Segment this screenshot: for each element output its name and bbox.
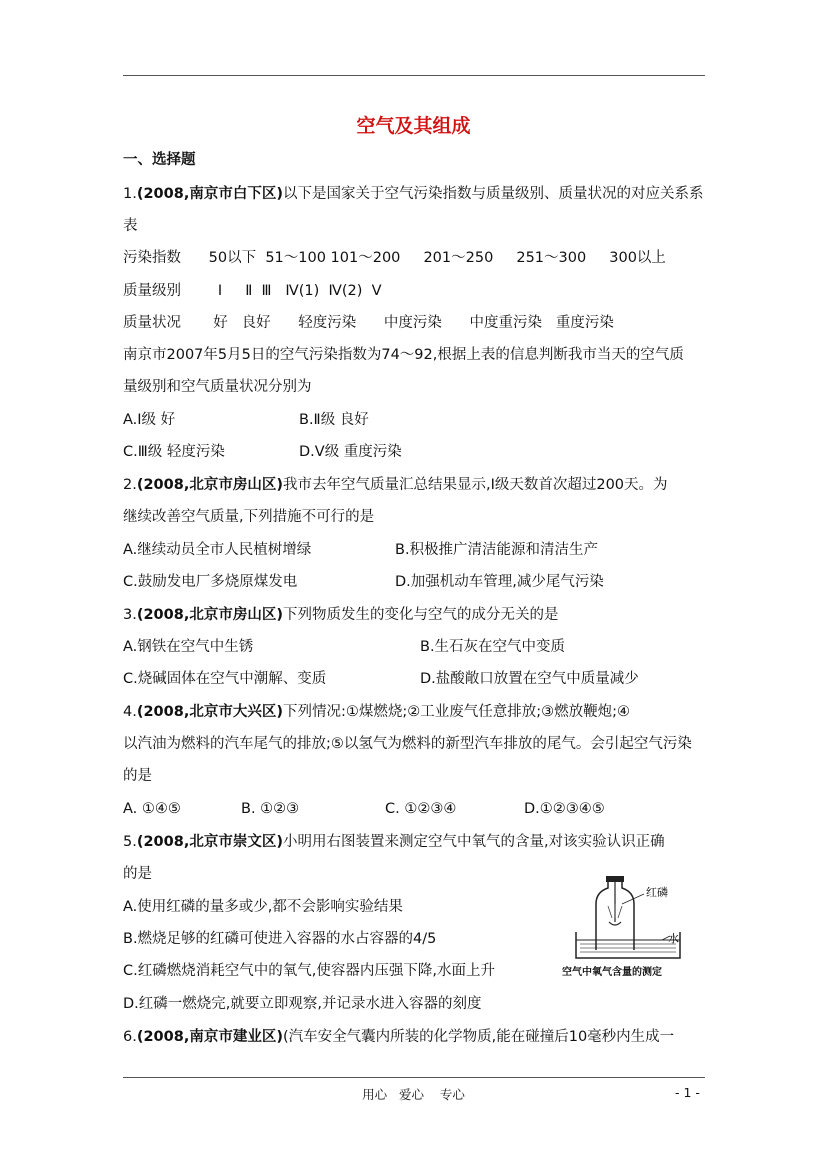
option-c: C.鼓励发电厂多烧原煤发电 <box>123 574 298 590</box>
question-source: (2008,北京市崇文区) <box>136 834 283 850</box>
footer-motto: 用心 爱心 专心 <box>362 1087 465 1102</box>
option-d: D.盐酸敞口放置在空气中质量减少 <box>420 671 639 687</box>
combustion-spoon <box>609 922 621 925</box>
question-4-line-2: 以汽油为燃料的汽车尾气的排放;⑤以氢气为燃料的新型汽车排放的尾气。会引起空气污染 <box>123 736 692 752</box>
question-source: (2008,南京市建业区) <box>136 1029 283 1045</box>
question-text: 下列物质发生的变化与空气的成分无关的是 <box>282 607 559 623</box>
page-title: 空气及其组成 <box>356 115 471 137</box>
page-number: - 1 - <box>675 1085 700 1100</box>
table-row-index: 污染指数 50以下 51～100 101～200 201～250 251～300 300以上 <box>123 250 666 266</box>
question-source: (2008,北京市房山区) <box>136 477 283 493</box>
flame-icon <box>608 904 622 918</box>
question-5-line-2: 的是 <box>123 866 152 882</box>
question-1-line-4: 量级别和空气质量状况分别为 <box>123 379 312 395</box>
question-source: (2008,北京市大兴区) <box>136 704 283 720</box>
option-b: B.生石灰在空气中变质 <box>420 639 566 655</box>
water-trough <box>576 932 680 958</box>
question-text: 以下是国家关于空气污染指数与质量级别、质量状况的对应关系系 <box>282 186 704 202</box>
option-d: D.加强机动车管理,减少尾气污染 <box>395 574 604 590</box>
table-row-level: 质量级别 Ⅰ Ⅱ Ⅲ Ⅳ(1) Ⅳ(2) Ⅴ <box>123 283 382 299</box>
question-text: (汽车安全气囊内所装的化学物质,能在碰撞后10毫秒内生成一 <box>282 1029 675 1045</box>
question-source: (2008,北京市房山区) <box>136 607 283 623</box>
question-6-line-1 <box>123 1027 674 1047</box>
option-b: B.燃烧足够的红磷可使进入容器的水占容器的4/5 <box>123 931 437 947</box>
option-d: D.Ⅴ级 重度污染 <box>299 444 402 460</box>
option-d: D.红磷一燃烧完,就要立即观察,并记录水进入容器的刻度 <box>123 996 482 1012</box>
question-5-line-1 <box>123 832 665 852</box>
option-a: A.Ⅰ级 好 <box>123 412 176 428</box>
option-a: A.钢铁在空气中生锈 <box>123 639 254 655</box>
option-b: B.Ⅱ级 良好 <box>299 412 369 428</box>
question-text: 我市去年空气质量汇总结果显示,Ⅰ级天数首次超过200天。为 <box>282 477 668 493</box>
figure-caption: 空气中氧气含量的测定 <box>562 967 662 978</box>
option-b: B. ①②③ <box>241 801 300 817</box>
option-a: A.使用红磷的量多或少,都不会影响实验结果 <box>123 899 403 915</box>
question-number: 5. <box>123 834 137 850</box>
question-4-line-3: 的是 <box>123 768 152 784</box>
water-hatch <box>580 944 676 952</box>
option-b: B.积极推广清洁能源和清洁生产 <box>395 542 599 558</box>
label-water: 水 <box>668 932 679 945</box>
question-4-line-1 <box>123 702 630 722</box>
question-text: 小明用右图装置来测定空气中氧气的含量,对该实验认识正确 <box>282 834 665 850</box>
question-1-line-1 <box>123 184 703 204</box>
table-row-status: 质量状况 好 良好 轻度污染 中度污染 中度重污染 重度污染 <box>123 315 614 331</box>
question-1-line-2: 表 <box>123 218 138 234</box>
option-c: C.烧碱固体在空气中潮解、变质 <box>123 671 327 687</box>
section-heading: 一、选择题 <box>123 152 196 168</box>
question-2-line-1 <box>123 475 668 495</box>
option-d: D.①②③④⑤ <box>524 801 605 817</box>
question-2-line-2: 继续改善空气质量,下列措施不可行的是 <box>123 509 375 525</box>
option-c: C.Ⅲ级 轻度污染 <box>123 444 225 460</box>
question-number: 1. <box>123 186 137 202</box>
question-number: 6. <box>123 1029 137 1045</box>
question-1-line-3: 南京市2007年5月5日的空气污染指数为74～92,根据上表的信息判断我市当天的空气质 <box>123 347 684 363</box>
option-a: A. ①④⑤ <box>123 801 181 817</box>
label-leader <box>622 894 644 904</box>
option-c: C. ①②③④ <box>385 801 457 817</box>
question-number: 4. <box>123 704 137 720</box>
option-a: A.继续动员全市人民植树增绿 <box>123 542 312 558</box>
label-phosphorus: 红磷 <box>646 886 668 899</box>
footer-rule <box>123 1077 705 1078</box>
header-rule <box>123 75 705 76</box>
option-c: C.红磷燃烧消耗空气中的氧气,使容器内压强下降,水面上升 <box>123 963 495 979</box>
question-number: 3. <box>123 607 137 623</box>
question-text: 下列情况:①煤燃烧;②工业废气任意排放;③燃放鞭炮;④ <box>282 704 631 720</box>
question-source: (2008,南京市白下区) <box>136 186 283 202</box>
question-number: 2. <box>123 477 137 493</box>
question-3-line-1 <box>123 605 558 625</box>
